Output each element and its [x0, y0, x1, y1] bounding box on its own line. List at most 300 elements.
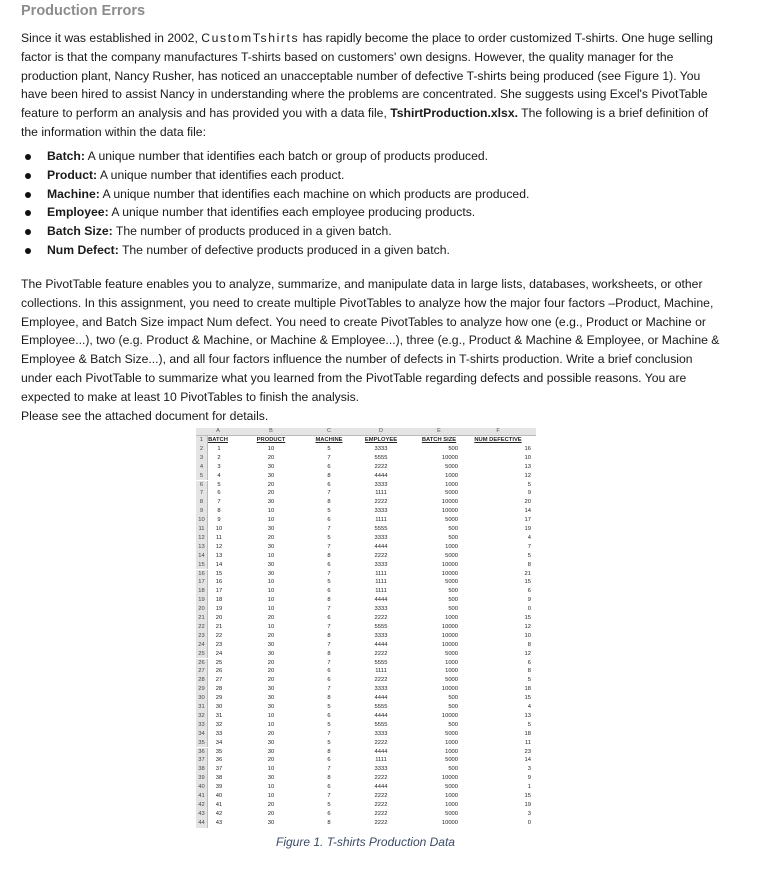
table-cell: 3 [527, 810, 531, 817]
table-cell: 500 [448, 597, 458, 604]
row-number: 10 [196, 516, 208, 525]
table-cell: 10 [267, 552, 275, 559]
table-cell: 6 [527, 588, 531, 595]
column-letter: A [216, 428, 220, 434]
table-cell: 30 [267, 739, 275, 746]
table-cell: 23 [524, 748, 531, 755]
table-cell: 4444 [374, 748, 388, 755]
table-cell: 30 [267, 704, 275, 710]
table-cell: 2222 [374, 739, 388, 746]
table-cell: 7 [327, 543, 331, 550]
table-cell: 9 [527, 775, 531, 782]
table-cell: 3 [527, 766, 531, 773]
table-cell: 2222 [374, 793, 388, 799]
row-number: 39 [196, 774, 208, 783]
table-cell: 40 [215, 793, 223, 799]
table-cell: 10 [267, 793, 275, 799]
table-cell: 1111 [375, 668, 387, 675]
table-cell: 31 [215, 712, 223, 719]
definition-item [21, 185, 529, 204]
row-number: 34 [196, 730, 208, 739]
table-cell: 7 [327, 526, 331, 532]
table-cell: 33 [215, 730, 223, 737]
definition-term: Batch: [47, 149, 85, 163]
row-number: 3 [196, 454, 208, 463]
table-cell: 0 [527, 606, 531, 613]
table-cell: 10 [524, 632, 531, 639]
table-cell: 5000 [445, 552, 458, 559]
row-number: 44 [196, 819, 208, 828]
table-cell: 35 [215, 748, 223, 755]
table-cell: 9 [527, 597, 531, 604]
table-cell: 5555 [374, 623, 388, 630]
table-cell: 1000 [445, 801, 458, 808]
bullet-icon [25, 154, 31, 160]
table-cell: 20 [215, 615, 223, 621]
row-number: 24 [196, 641, 208, 650]
row-number: 43 [196, 810, 208, 819]
table-cell: 29 [215, 695, 223, 702]
table-cell: 30 [267, 641, 275, 648]
table-cell: 500 [448, 588, 458, 595]
table-cell: 1111 [375, 579, 387, 586]
table-cell: 1111 [375, 588, 387, 595]
row-number: 30 [196, 694, 208, 703]
table-cell: 43 [215, 819, 223, 826]
table-cell: 6 [327, 757, 331, 764]
table-cell: 5 [527, 552, 531, 559]
definition-list [21, 147, 529, 260]
table-cell: 5 [527, 721, 531, 728]
table-cell: 10 [267, 517, 275, 524]
row-number: 40 [196, 783, 208, 792]
table-cell: 8 [527, 668, 531, 675]
column-letter: F [496, 428, 500, 434]
table-cell: 8 [527, 561, 531, 568]
table-cell: 16 [215, 579, 223, 586]
table-cell: 13 [215, 552, 223, 559]
table-cell: 20 [267, 668, 275, 675]
table-cell: 30 [267, 819, 275, 826]
table-cell: 9 [217, 517, 221, 524]
table-cell: 2222 [374, 819, 388, 826]
definition-text: The number of products produced in a given batch. [112, 224, 392, 239]
row-number: 1 [196, 436, 208, 445]
row-number: 26 [196, 659, 208, 668]
table-cell: 10 [267, 579, 275, 586]
table-cell: 16 [524, 445, 531, 452]
table-cell: 1000 [445, 748, 458, 755]
table-cell: 20 [267, 534, 275, 541]
table-cell: 5 [327, 534, 331, 541]
table-cell: 2 [217, 454, 221, 461]
column-header: MACHINE [315, 437, 343, 443]
intro-paragraph: Since it was established in 2002, CustomTshirts has rapidly become the place to order customized T-shirts. One huge selling factor is that the company manufactures T-shirts based on customers' own designs. However, the quality manager for the production plant, Nancy Rusher, has noticed an unacceptable number of defective T-shirts being produced (see Figure 1). You have been hired to assist Nancy in understanding where the problems are concentrated. She suggests using Excel's PivotTable feature to perform an analysis and has provided you with a data file, TshirtProduction.xlsx. The following is a brief definition of the information within the data file: [21, 31, 713, 139]
table-cell: 8 [327, 748, 331, 755]
definition-term: Product: [47, 167, 98, 182]
table-cell: 30 [267, 570, 275, 577]
table-cell: 4 [217, 472, 221, 479]
table-cell: 8 [327, 499, 331, 506]
row-number: 7 [196, 489, 208, 498]
definition-text: A unique number that identifies each product. [97, 167, 345, 182]
spreadsheet-figure [196, 428, 536, 826]
table-cell: 30 [267, 775, 275, 782]
row-number: 20 [196, 605, 208, 614]
table-cell: 30 [267, 463, 275, 470]
table-cell: 4444 [374, 712, 388, 719]
row-number: 25 [196, 650, 208, 659]
table-cell: 2222 [374, 552, 388, 559]
table-cell: 34 [215, 739, 223, 746]
table-cell: 11 [215, 534, 223, 541]
column-letter: D [379, 428, 383, 434]
table-cell: 7 [327, 490, 331, 497]
table-cell: 500 [448, 704, 458, 710]
row-number: 21 [196, 614, 208, 623]
table-cell: 20 [267, 632, 275, 639]
row-number: 8 [196, 498, 208, 507]
table-cell: 4444 [374, 543, 388, 550]
table-cell: 2222 [374, 810, 388, 817]
table-cell: 10000 [441, 686, 458, 693]
table-cell: 30 [267, 499, 275, 506]
table-cell: 8 [327, 632, 331, 639]
row-number: 33 [196, 721, 208, 730]
table-cell: 500 [448, 695, 458, 702]
table-cell: 1000 [445, 481, 458, 488]
table-cell: 5000 [445, 463, 458, 470]
table-cell: 5 [327, 801, 331, 808]
table-cell: 6 [327, 481, 331, 488]
table-cell: 2222 [374, 615, 388, 621]
table-cell: 1000 [445, 739, 458, 746]
table-cell: 30 [215, 704, 223, 710]
row-number: 11 [196, 525, 208, 534]
table-cell: 2222 [374, 677, 388, 684]
row-number: 36 [196, 748, 208, 757]
row-number: 17 [196, 578, 208, 587]
bullet-icon [25, 210, 31, 216]
table-cell: 5000 [445, 757, 458, 764]
table-cell: 6 [327, 517, 331, 524]
table-cell: 10 [267, 784, 275, 791]
table-cell: 5 [217, 481, 221, 488]
table-cell: 5000 [445, 490, 458, 497]
table-cell: 20 [267, 454, 275, 461]
table-cell: 2222 [374, 801, 388, 808]
table-cell: 12 [524, 650, 531, 657]
table-cell: 8 [327, 597, 331, 604]
table-cell: 10 [267, 508, 275, 515]
table-cell: 7 [327, 623, 331, 630]
table-cell: 14 [524, 508, 531, 515]
table-cell: 10 [267, 606, 275, 613]
table-cell: 10000 [441, 454, 458, 461]
table-cell: 3333 [374, 481, 388, 488]
table-cell: 20 [267, 659, 275, 666]
table-cell: 5 [527, 481, 531, 488]
table-cell: 3333 [374, 508, 388, 515]
table-cell: 10000 [441, 623, 458, 630]
table-cell: 3333 [374, 632, 388, 639]
row-number: 23 [196, 632, 208, 641]
table-cell: 20 [267, 801, 275, 808]
table-cell: 4444 [374, 472, 388, 479]
table-cell: 5555 [374, 721, 388, 728]
table-cell: 18 [215, 597, 223, 604]
table-cell: 2222 [374, 463, 388, 470]
table-cell: 41 [215, 801, 223, 808]
table-cell: 7 [327, 730, 331, 737]
table-cell: 5 [327, 739, 331, 746]
table-cell: 3333 [374, 561, 388, 568]
table-cell: 1111 [375, 517, 387, 524]
table-cell: 500 [448, 534, 458, 541]
column-header: NUM DEFECTIVE [474, 437, 522, 443]
table-cell: 10000 [441, 508, 458, 515]
table-cell: 6 [327, 615, 331, 621]
table-cell: 6 [327, 588, 331, 595]
definition-term: Employee: [47, 205, 109, 220]
definition-term: Num Defect: [47, 242, 119, 257]
table-cell: 5 [327, 704, 331, 710]
row-number: 16 [196, 570, 208, 579]
definition-text: A unique number that identifies each employee producing products. [108, 205, 476, 220]
table-cell: 5 [327, 508, 331, 515]
table-cell: 8 [327, 775, 331, 782]
table-cell: 8 [217, 508, 221, 515]
column-header: BATCH [208, 437, 228, 443]
table-cell: 10 [267, 721, 275, 728]
table-cell: 9 [527, 490, 531, 497]
table-cell: 21 [215, 623, 223, 630]
table-cell: 5000 [445, 579, 458, 586]
table-cell: 10000 [441, 499, 458, 506]
page-title: Production Errors [21, 3, 146, 19]
row-number: 12 [196, 534, 208, 543]
table-cell: 39 [215, 784, 223, 791]
table-cell: 8 [527, 641, 531, 648]
table-cell: 10 [267, 623, 275, 630]
table-cell: 19 [215, 606, 223, 613]
table-cell: 1000 [445, 668, 458, 675]
table-cell: 8 [327, 650, 331, 657]
table-cell: 1111 [375, 757, 387, 764]
table-cell: 500 [448, 721, 458, 728]
assignment-paragraph: The PivotTable feature enables you to analyze, summarize, and manipulate data in large lists, databases, worksheets, or other collections. In this assignment, you need to create multiple PivotTables to analyze how the major four factors –Product, Machine, Employee, and Batch Size impact Num defect. You need to create PivotTables to analyze how one (e.g., Product or Machine or Employee...), two (e.g. Product & Machine, or Machine & Employee...), three (e.g., Product & Machine & Employee, or Machine & Employee & Batch Size...), and all four factors influence the number of defects in T-shirts production. Write a brief conclusion under each PivotTable to summarize what you learned from the PivotTable regarding defects and possible reasons. You are expected to make at least 10 PivotTables to finish the analysis. [21, 277, 720, 404]
row-number: 37 [196, 756, 208, 765]
table-cell: 30 [267, 686, 275, 693]
table-cell: 5000 [445, 517, 458, 524]
table-cell: 3333 [374, 445, 388, 452]
table-cell: 20 [267, 677, 275, 684]
table-cell: 5 [327, 445, 331, 452]
table-cell: 5000 [445, 677, 458, 684]
table-cell: 38 [215, 775, 223, 782]
table-cell: 5000 [445, 730, 458, 737]
table-cell: 15 [524, 579, 531, 586]
table-cell: 500 [448, 526, 458, 532]
table-cell: 30 [267, 650, 275, 657]
table-cell: 5555 [374, 454, 388, 461]
table-cell: 10000 [441, 570, 458, 577]
definition-text: A unique number that identifies each machine on which products are produced. [99, 186, 530, 201]
definition-term: Machine: [47, 186, 100, 201]
table-cell: 20 [267, 615, 275, 621]
table-cell: 1000 [445, 472, 458, 479]
table-cell: 30 [267, 748, 275, 755]
table-cell: 3 [217, 463, 221, 470]
row-number: 35 [196, 739, 208, 748]
table-cell: 12 [215, 543, 223, 550]
table-cell: 10000 [441, 641, 458, 648]
row-number: 18 [196, 587, 208, 596]
row-number: 22 [196, 623, 208, 632]
table-cell: 5000 [445, 650, 458, 657]
table-cell: 27 [215, 677, 223, 684]
table-cell: 25 [215, 659, 223, 666]
table-cell: 6 [217, 490, 221, 497]
table-cell: 32 [215, 721, 223, 728]
table-cell: 500 [448, 766, 458, 773]
bullet-icon [25, 192, 31, 198]
table-cell: 7 [327, 793, 331, 799]
table-cell: 2222 [374, 499, 388, 506]
table-cell: 6 [327, 712, 331, 719]
table-cell: 1000 [445, 659, 458, 666]
bullet-icon [25, 173, 31, 179]
table-cell: 15 [524, 793, 531, 799]
table-cell: 1000 [445, 793, 458, 799]
table-cell: 20 [267, 730, 275, 737]
table-cell: 24 [215, 650, 223, 657]
table-cell: 10 [267, 597, 275, 604]
table-cell: 4444 [374, 784, 388, 791]
row-number: 41 [196, 792, 208, 801]
row-number: 5 [196, 472, 208, 481]
table-cell: 13 [524, 463, 531, 470]
table-cell: 1111 [375, 570, 387, 577]
definition-item [21, 222, 529, 241]
definition-text: A unique number that identifies each batch or group of products produced. [84, 149, 489, 163]
row-number: 31 [196, 703, 208, 712]
table-cell: 20 [267, 490, 275, 497]
table-cell: 15 [524, 695, 531, 702]
table-cell: 5 [327, 721, 331, 728]
table-cell: 1000 [445, 543, 458, 550]
table-cell: 5555 [374, 659, 388, 666]
table-cell: 30 [267, 543, 275, 550]
column-header-bar [196, 428, 536, 436]
details-note: Please see the attached document for details. [21, 409, 269, 423]
data-file-name: TshirtProduction.xlsx. [390, 106, 518, 121]
table-cell: 1 [527, 784, 531, 791]
column-header: PRODUCT [256, 437, 286, 443]
definition-term: Batch Size: [47, 224, 113, 239]
column-header: EMPLOYEE [364, 437, 398, 443]
table-cell: 5 [327, 579, 331, 586]
column-letter: C [327, 428, 331, 434]
table-cell: 6 [327, 784, 331, 791]
table-cell: 3333 [374, 686, 388, 693]
definition-item [21, 147, 529, 166]
table-cell: 5 [527, 677, 531, 684]
row-number: 15 [196, 561, 208, 570]
table-cell: 26 [215, 668, 223, 675]
table-cell: 10 [524, 454, 531, 461]
table-cell: 5000 [445, 810, 458, 817]
table-cell: 7 [217, 499, 221, 506]
column-header: BATCH SIZE [421, 437, 457, 443]
table-cell: 28 [215, 686, 223, 693]
table-cell: 12 [524, 623, 531, 630]
table-cell: 15 [215, 570, 223, 577]
table-cell: 13 [524, 712, 531, 719]
table-cell: 20 [524, 499, 531, 506]
row-number: 32 [196, 712, 208, 721]
table-cell: 7 [327, 570, 331, 577]
table-cell: 20 [267, 757, 275, 764]
table-cell: 3333 [374, 606, 388, 613]
table-cell: 12 [524, 472, 531, 479]
table-cell: 23 [215, 641, 223, 648]
table-cell: 10 [267, 712, 275, 719]
table-cell: 11 [524, 739, 531, 746]
row-number: 28 [196, 676, 208, 685]
table-cell: 2222 [374, 775, 388, 782]
definition-item [21, 203, 529, 222]
table-cell: 10000 [441, 632, 458, 639]
table-cell: 7 [327, 606, 331, 613]
table-cell: 1 [217, 445, 221, 452]
table-cell: 6 [327, 810, 331, 817]
table-cell: 7 [527, 543, 531, 550]
table-cell: 42 [215, 810, 223, 817]
company-name: CustomTshirts [201, 31, 300, 45]
table-cell: 30 [267, 695, 275, 702]
table-cell: 21 [524, 570, 531, 577]
table-cell: 8 [327, 552, 331, 559]
table-cell: 4 [527, 704, 531, 710]
table-cell: 36 [215, 757, 223, 764]
column-letter: E [437, 428, 441, 434]
table-cell: 6 [527, 659, 531, 666]
table-cell: 500 [448, 606, 458, 613]
table-cell: 19 [524, 801, 531, 808]
table-cell: 10 [267, 445, 275, 452]
table-cell: 7 [327, 766, 331, 773]
table-cell: 3333 [374, 534, 388, 541]
table-cell: 2222 [374, 650, 388, 657]
table-cell: 5555 [374, 526, 388, 532]
row-number: 9 [196, 507, 208, 516]
column-letter: B [269, 428, 273, 434]
table-cell: 30 [267, 561, 275, 568]
table-cell: 7 [327, 641, 331, 648]
table-cell: 17 [215, 588, 223, 595]
table-cell: 19 [524, 526, 531, 532]
table-cell: 30 [267, 526, 275, 532]
figure-caption: Figure 1. T-shirts Production Data [276, 835, 455, 849]
table-cell: 3333 [374, 730, 388, 737]
table-cell: 5000 [445, 784, 458, 791]
table-cell: 4 [527, 534, 531, 541]
row-number: 29 [196, 685, 208, 694]
table-cell: 6 [327, 561, 331, 568]
table-cell: 500 [448, 445, 458, 452]
table-cell: 6 [327, 677, 331, 684]
